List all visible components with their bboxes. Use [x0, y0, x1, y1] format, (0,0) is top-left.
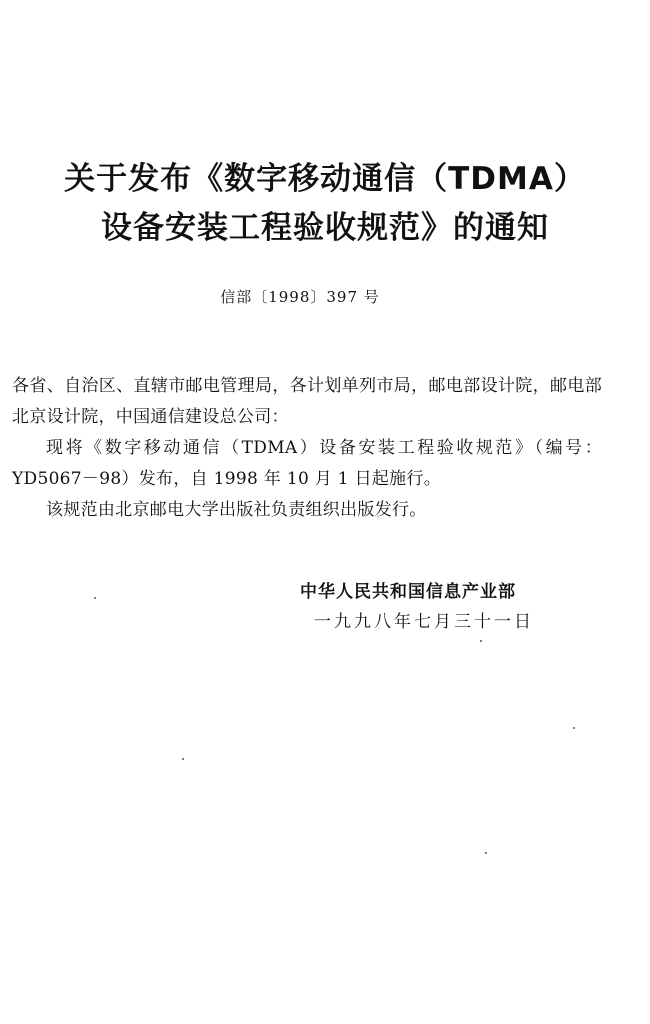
body-paragraph-1: 现将《数字移动通信（TDMA）设备安装工程验收规范》（编号：YD5067－98）发布，自 1998 年 10 月 1 日起施行。 [12, 438, 602, 489]
salutation: 各省、自治区、直辖市邮电管理局，各计划单列市局，邮电部设计院，邮电部北京设计院，中国通信建设总公司： [12, 376, 602, 427]
signature-block [300, 577, 580, 637]
scan-speck [485, 852, 487, 854]
notice-body [12, 371, 602, 526]
scan-speck [573, 727, 575, 729]
scan-speck [182, 758, 184, 760]
notice-title-line-2: 设备安装工程验收规范》的通知 [101, 210, 549, 246]
issue-date: 一九九八年七月三十一日 [314, 612, 534, 632]
notice-title-line-1: 关于发布《数字移动通信（TDMA） [64, 161, 586, 197]
body-paragraph-2: 该规范由北京邮电大学出版社负责组织出版发行。 [46, 500, 427, 520]
issuer-name: 中华人民共和国信息产业部 [300, 582, 516, 602]
scan-speck [94, 597, 96, 599]
scan-speck [480, 640, 482, 642]
document-number: 信部〔1998〕397 号 [220, 288, 380, 306]
